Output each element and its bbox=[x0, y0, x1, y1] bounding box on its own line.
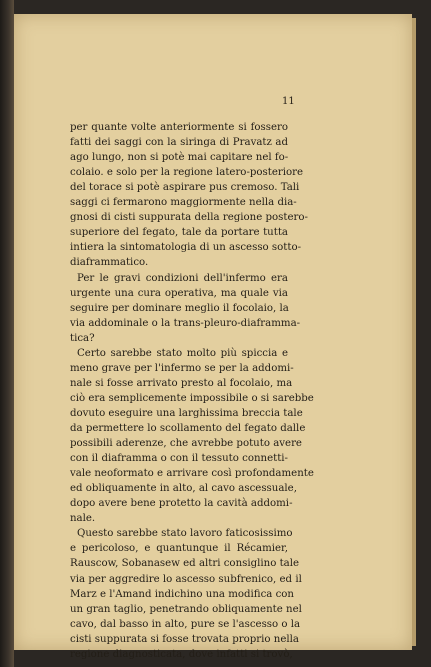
page-edge bbox=[412, 18, 416, 646]
text-line: da permettere lo scollamento del fegato dalle bbox=[70, 423, 306, 434]
text-line: intiera la sintomatologia di un ascesso sotto- bbox=[70, 242, 302, 254]
text-line: saggi ci fermarono maggiormente nella dia- bbox=[70, 197, 297, 209]
text-line: via addominale o la trans-pleuro-diaframma- bbox=[70, 317, 301, 329]
text-line: Per le gravi condizioni dell'infermo era bbox=[77, 272, 288, 284]
text-line: ciò era semplicemente impossibile o si sarebbe bbox=[70, 392, 314, 404]
text-line: cisti suppurata si fosse trovata proprio nella bbox=[70, 633, 299, 645]
text-line: vale neoformato e arrivare così profondamente bbox=[70, 468, 314, 480]
text-line: Marz e l'Amand indichino una modifica con bbox=[70, 588, 294, 600]
text-line: seguire per dominare meglio il focolaio, la bbox=[70, 302, 289, 314]
text-line: gnosi di cisti suppurata della regione postero- bbox=[70, 212, 308, 224]
text-line: dopo avere bene protetto la cavità addomi- bbox=[70, 498, 293, 510]
text-line: e pericoloso, e quantunque il Récamier, bbox=[70, 543, 288, 555]
text-line: via per aggredire lo ascesso subfrenico, ed il bbox=[70, 573, 302, 585]
text-line: regione diagnosticata, dove infatti si trovò, bbox=[70, 648, 293, 660]
text-line: Rauscow, Sobanasew ed altri consiglino tale bbox=[70, 558, 300, 570]
text-line: tica? bbox=[70, 332, 95, 344]
text-line: per quante volte anteriormente si fossero bbox=[70, 122, 288, 133]
text-line: nale. bbox=[70, 513, 96, 525]
text-line: un gran taglio, penetrando obliquamente nel bbox=[70, 603, 302, 615]
text-line: diaframmatico. bbox=[70, 257, 149, 269]
page-number: 11 bbox=[282, 96, 295, 107]
text-line: del torace si potè aspirare pus cremoso. Tali bbox=[70, 182, 300, 194]
text-line: superiore del fegato, tale da portare tutta bbox=[70, 227, 288, 239]
text-line: cavo, dal basso in alto, pure se l'ascesso o la bbox=[70, 618, 301, 630]
text-line: nale si fosse arrivato presto al focolaio, ma bbox=[70, 377, 293, 389]
text-line: meno grave per l'infermo se per la addomi- bbox=[70, 362, 294, 374]
text-line: Questo sarebbe stato lavoro faticosissimo bbox=[77, 528, 293, 540]
text-line: Certo sarebbe stato molto più spiccia e bbox=[77, 347, 288, 359]
text-line: con il diaframma o con il tessuto connetti- bbox=[70, 453, 288, 465]
text-line: urgente una cura operativa, ma quale via bbox=[70, 287, 288, 299]
book-spine bbox=[0, 0, 14, 667]
text-line: ed obliquamente in alto, al cavo ascessuale, bbox=[70, 483, 297, 495]
text-line: colaio. e solo per la regione latero-posteriore bbox=[70, 167, 304, 179]
text-line: fatti dei saggi con la siringa di Pravatz ad bbox=[70, 137, 288, 149]
text-line: possibili aderenze, che avrebbe potuto avere bbox=[70, 438, 302, 450]
text-line: dovuto eseguire una larghissima breccia tale bbox=[70, 407, 303, 419]
text-line: ago lungo, non si potè mai capitare nel fo- bbox=[70, 152, 289, 164]
